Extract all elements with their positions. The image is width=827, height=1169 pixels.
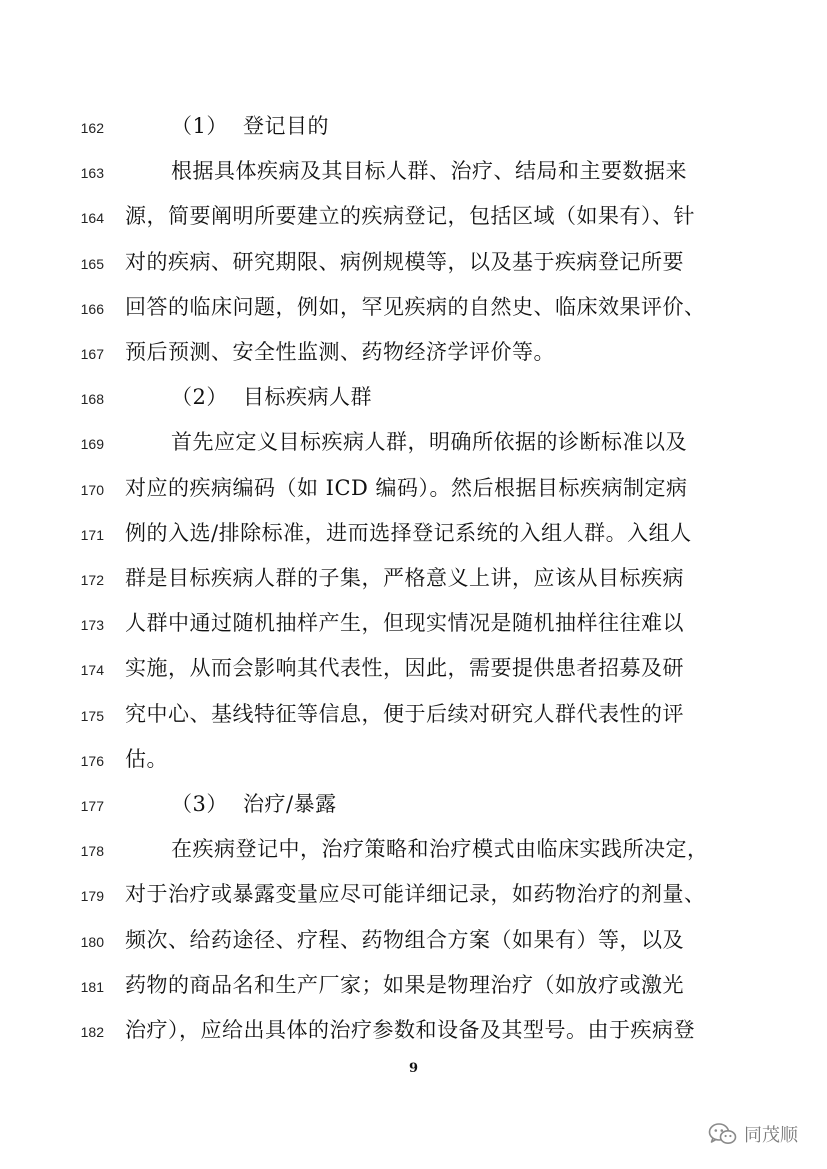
line-number: 173 [80,617,104,633]
text-line [0,201,827,231]
paragraph-line: 群是目标疾病人群的子集，严格意义上讲，应该从目标疾病 [125,566,684,590]
text-line [0,337,827,367]
section-number: （3） [171,792,228,816]
text-line [0,111,827,141]
paragraph-line: 回答的临床问题，例如，罕见疾病的自然史、临床效果评价、 [125,295,706,319]
text-line [0,879,827,909]
section-number: （2） [171,385,228,409]
text-line [0,382,827,412]
line-number: 179 [80,888,104,904]
line-number: 170 [80,482,104,498]
paragraph-line: 人群中通过随机抽样产生，但现实情况是随机抽样往往难以 [125,611,684,635]
paragraph-line: 根据具体疾病及其目标人群、治疗、结局和主要数据来 [171,159,687,183]
text-line [0,834,827,864]
paragraph-line: 在疾病登记中，治疗策略和治疗模式由临床实践所决定， [171,837,709,861]
line-number: 172 [80,572,104,588]
line-number: 167 [80,346,104,362]
text-line [0,789,827,819]
paragraph-line: 实施，从而会影响其代表性，因此，需要提供患者招募及研 [125,656,684,680]
page-number: 9 [408,1061,419,1076]
text-line [0,925,827,955]
section-title: 登记目的 [243,114,329,138]
text-line [0,653,827,683]
line-number: 163 [80,165,104,181]
watermark-label: 同茂顺 [744,1125,798,1146]
section-heading [171,111,329,141]
line-number: 165 [80,256,104,272]
paragraph-line: 对于治疗或暴露变量应尽可能详细记录，如药物治疗的剂量、 [125,882,706,906]
section-number: （1） [171,114,228,138]
text-line [0,247,827,277]
line-number: 164 [80,210,104,226]
paragraph-line: 例的入选/排除标准，进而选择登记系统的入组人群。入组人 [125,521,692,545]
text-line [0,699,827,729]
section-heading [171,789,337,819]
paragraph-line: 对应的疾病编码（如 ICD 编码）。然后根据目标疾病制定病 [125,476,688,500]
text-line [0,608,827,638]
line-number: 176 [80,753,104,769]
line-number: 175 [80,708,104,724]
text-line [0,563,827,593]
line-number: 177 [80,798,104,814]
paragraph-line: 药物的商品名和生产厂家；如果是物理治疗（如放疗或激光 [125,973,684,997]
text-line [0,744,827,774]
watermark [708,1120,798,1148]
text-line [0,1015,827,1045]
text-line [0,156,827,186]
line-number: 162 [80,120,104,136]
text-line [0,427,827,457]
line-number: 168 [80,391,104,407]
section-title: 目标疾病人群 [243,385,372,409]
section-title: 治疗/暴露 [243,792,337,816]
line-number: 174 [80,662,104,678]
paragraph-line: 究中心、基线特征等信息，便于后续对研究人群代表性的评 [125,702,684,726]
section-heading [171,382,372,412]
line-number: 180 [80,934,104,950]
paragraph-line: 源，简要阐明所要建立的疾病登记，包括区域（如果有）、针 [125,204,695,228]
line-number: 166 [80,301,104,317]
text-line [0,292,827,322]
line-number: 181 [80,979,104,995]
text-line [0,473,827,503]
paragraph-line: 治疗），应给出具体的治疗参数和设备及其型号。由于疾病登 [125,1018,695,1042]
line-number: 171 [80,527,104,543]
paragraph-line: 首先应定义目标疾病人群，明确所依据的诊断标准以及 [171,430,687,454]
line-number: 169 [80,436,104,452]
paragraph-line: 对的疾病、研究期限、病例规模等，以及基于疾病登记所要 [125,250,684,274]
paragraph-line: 估。 [125,747,168,771]
line-number: 178 [80,843,104,859]
wechat-icon [708,1122,738,1146]
paragraph-line: 频次、给药途径、疗程、药物组合方案（如果有）等，以及 [125,928,684,952]
text-line [0,970,827,1000]
line-number: 182 [80,1024,104,1040]
text-line [0,518,827,548]
paragraph-line: 预后预测、安全性监测、药物经济学评价等。 [125,340,555,364]
